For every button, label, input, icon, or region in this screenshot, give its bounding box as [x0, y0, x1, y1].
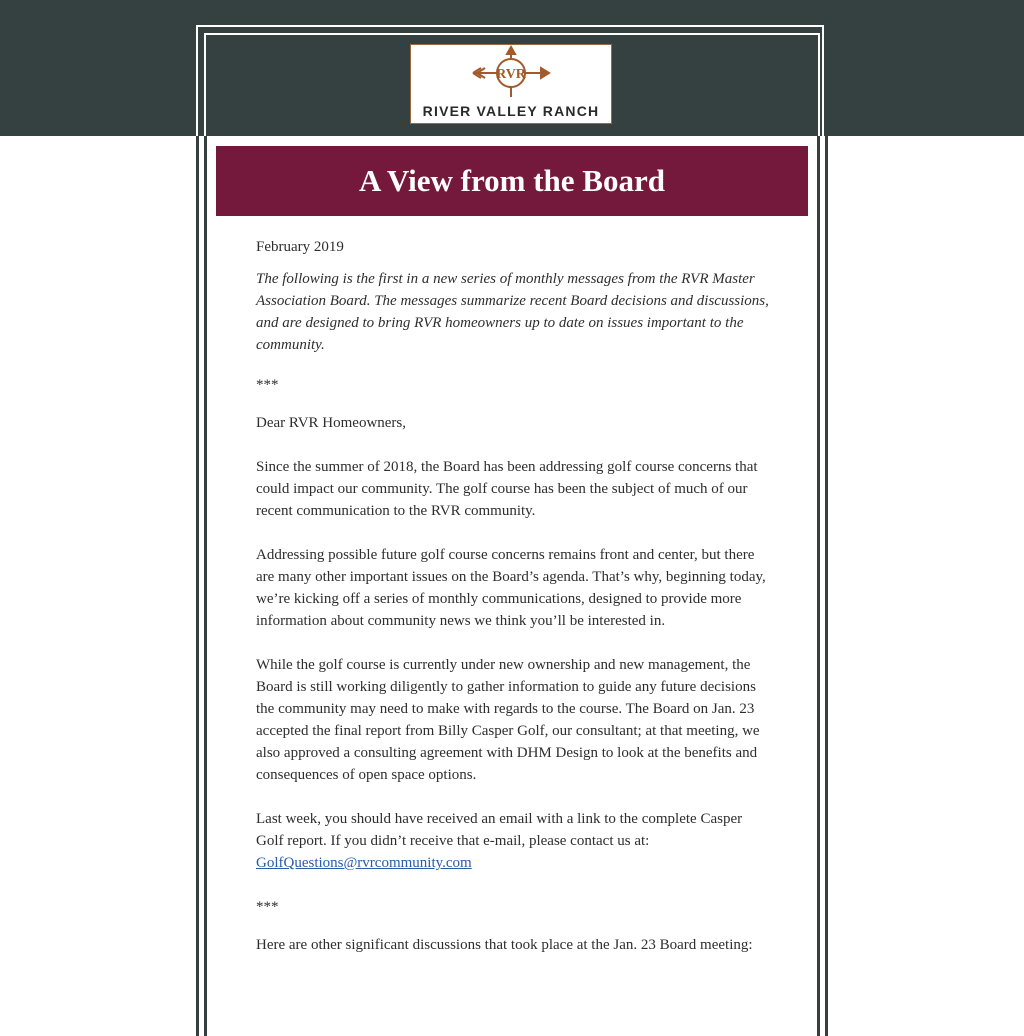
inner-frame-right-line [817, 136, 820, 1036]
inner-frame-left-line [204, 136, 207, 1036]
outer-frame-left-line [196, 136, 199, 1036]
paragraph-golf-concerns: Since the summer of 2018, the Board has been addressing golf course concerns that could impact our community. The golf course has been the subject of much of our recent communication to the RVR community. [256, 459, 758, 519]
outer-frame-right-line [825, 136, 828, 1036]
river-valley-ranch-logo[interactable] [410, 44, 612, 124]
paragraph-casper-report: While the golf course is currently under new ownership and new management, the Board is still working diligently to gather information to guide any future decisions the community may need to make with regards to the course. The Board on Jan. 23 accepted the final report from Billy Casper Golf, our consultant; at that meeting, we also approved a consulting agreement with DHM Design to look at the benefits and consequences of open space options. [256, 657, 760, 783]
newsletter-title: A View from the Board [359, 163, 665, 198]
separator: *** [256, 899, 279, 915]
greeting: Dear RVR Homeowners, [256, 415, 407, 431]
contact-text: Last week, you should have received an email with a link to the complete Casper Golf report. If you didn’t receive that e-mail, please contact us at: [256, 811, 743, 849]
newsletter-date: February 2019 [256, 239, 344, 255]
logo-monogram: RVR [496, 67, 526, 82]
separator: *** [256, 377, 279, 393]
intro-paragraph: The following is the first in a new series of monthly messages from the RVR Master Association Board. The messages summarize recent Board decisions and discussions, and are designed to bring RVR homeowners up to date on issues important to the community. [256, 271, 769, 353]
logo-name: RIVER VALLEY RANCH [422, 103, 600, 119]
contact-email-link[interactable]: GolfQuestions@rvrcommunity.com [256, 855, 472, 871]
paragraph-other-discussions: Here are other significant discussions that took place at the Jan. 23 Board meeting: [256, 937, 753, 953]
paragraph-contact [256, 808, 772, 874]
paragraph-monthly-series: Addressing possible future golf course concerns remains front and center, but there are many other important issues on the Board’s agenda. That’s why, beginning today, we’re kicking off a series of monthly communications, designed to provide more information about community news we think you’ll be interested in. [256, 547, 766, 629]
newsletter-body [256, 236, 772, 978]
title-banner [216, 146, 808, 216]
